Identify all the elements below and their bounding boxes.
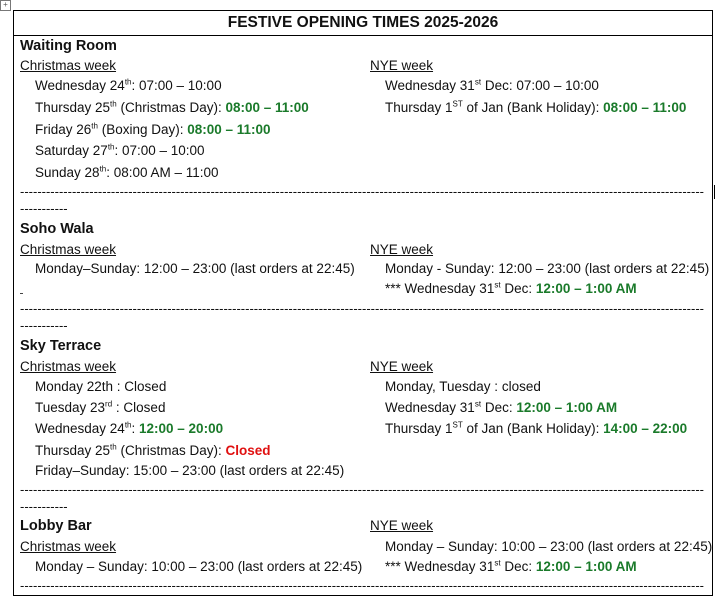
section-title-soho-wala: Soho Wala [20,221,94,237]
sky-terrace-christmas-heading: Christmas week [20,359,117,374]
lobby-bar-nye-wed31: *** Wednesday 31st Dec: 12:00 – 1:00 AM [385,558,637,574]
soho-wala-christmas-heading: Christmas week [20,242,117,257]
stray-mark [20,293,23,294]
waiting-room-sun28: Sunday 28th: 08:00 AM – 11:00 [35,164,219,180]
page-title: FESTIVE OPENING TIMES 2025-2026 [14,11,712,36]
soho-wala-christmas-hours: Monday–Sunday: 12:00 – 23:00 (last orders at 22:45) [35,261,355,276]
waiting-room-sat27: Saturday 27th: 07:00 – 10:00 [35,142,205,158]
sky-terrace-wed24: Wednesday 24th: 12:00 – 20:00 [35,420,224,436]
section-divider-tail: ----------- [20,319,68,333]
text-cursor [714,185,715,199]
section-divider: -------------------------------------------------------------------------------------------------------------------------------------------------------------- [20,579,704,593]
sky-terrace-nye-heading: NYE week [370,359,434,374]
lobby-bar-nye-hours: Monday – Sunday: 10:00 – 23:00 (last orders at 22:45) [385,539,713,554]
sky-terrace-nye-mon-tue: Monday, Tuesday : closed [385,379,541,394]
waiting-room-nye-wed31: Wednesday 31st Dec: 07:00 – 10:00 [385,77,599,93]
section-divider: -------------------------------------------------------------------------------------------------------------------------------------------------------------- [20,302,704,316]
section-divider: -------------------------------------------------------------------------------------------------------------------------------------------------------------- [20,185,704,199]
section-title-waiting-room: Waiting Room [20,38,117,54]
soho-wala-nye-heading: NYE week [370,242,434,257]
section-divider-tail: ----------- [20,500,68,514]
sky-terrace-mon22: Monday 22th : Closed [35,379,167,394]
section-divider: -------------------------------------------------------------------------------------------------------------------------------------------------------------- [20,483,704,497]
sky-terrace-nye-thu1: Thursday 1ST of Jan (Bank Holiday): 14:00 – 22:00 [385,420,688,436]
waiting-room-fri26: Friday 26th (Boxing Day): 08:00 – 11:00 [35,121,271,137]
lobby-bar-christmas-heading: Christmas week [20,539,117,554]
section-title-sky-terrace: Sky Terrace [20,338,102,354]
waiting-room-christmas-heading: Christmas week [20,58,117,73]
soho-wala-nye-wed31: *** Wednesday 31st Dec: 12:00 – 1:00 AM [385,280,637,296]
soho-wala-nye-hours: Monday - Sunday: 12:00 – 23:00 (last orders at 22:45) [385,261,710,276]
waiting-room-nye-thu1: Thursday 1ST of Jan (Bank Holiday): 08:00 – 11:00 [385,99,687,115]
sky-terrace-nye-wed31: Wednesday 31st Dec: 12:00 – 1:00 AM [385,399,618,415]
section-title-lobby-bar: Lobby Bar [20,518,92,534]
waiting-room-nye-heading: NYE week [370,58,434,73]
lobby-bar-christmas-hours: Monday – Sunday: 10:00 – 23:00 (last orders at 22:45) [35,559,363,574]
lobby-bar-nye-heading: NYE week [370,518,434,533]
sky-terrace-tue23: Tuesday 23rd : Closed [35,399,166,415]
waiting-room-thu25: Thursday 25th (Christmas Day): 08:00 – 11:00 [35,99,309,115]
section-divider-tail: ----------- [20,202,68,216]
waiting-room-wed24: Wednesday 24th: 07:00 – 10:00 [35,77,222,93]
sky-terrace-thu25: Thursday 25th (Christmas Day): Closed [35,442,271,458]
table-move-handle[interactable]: + [0,0,11,11]
sky-terrace-fri-sun: Friday–Sunday: 15:00 – 23:00 (last orders at 22:45) [35,463,345,478]
